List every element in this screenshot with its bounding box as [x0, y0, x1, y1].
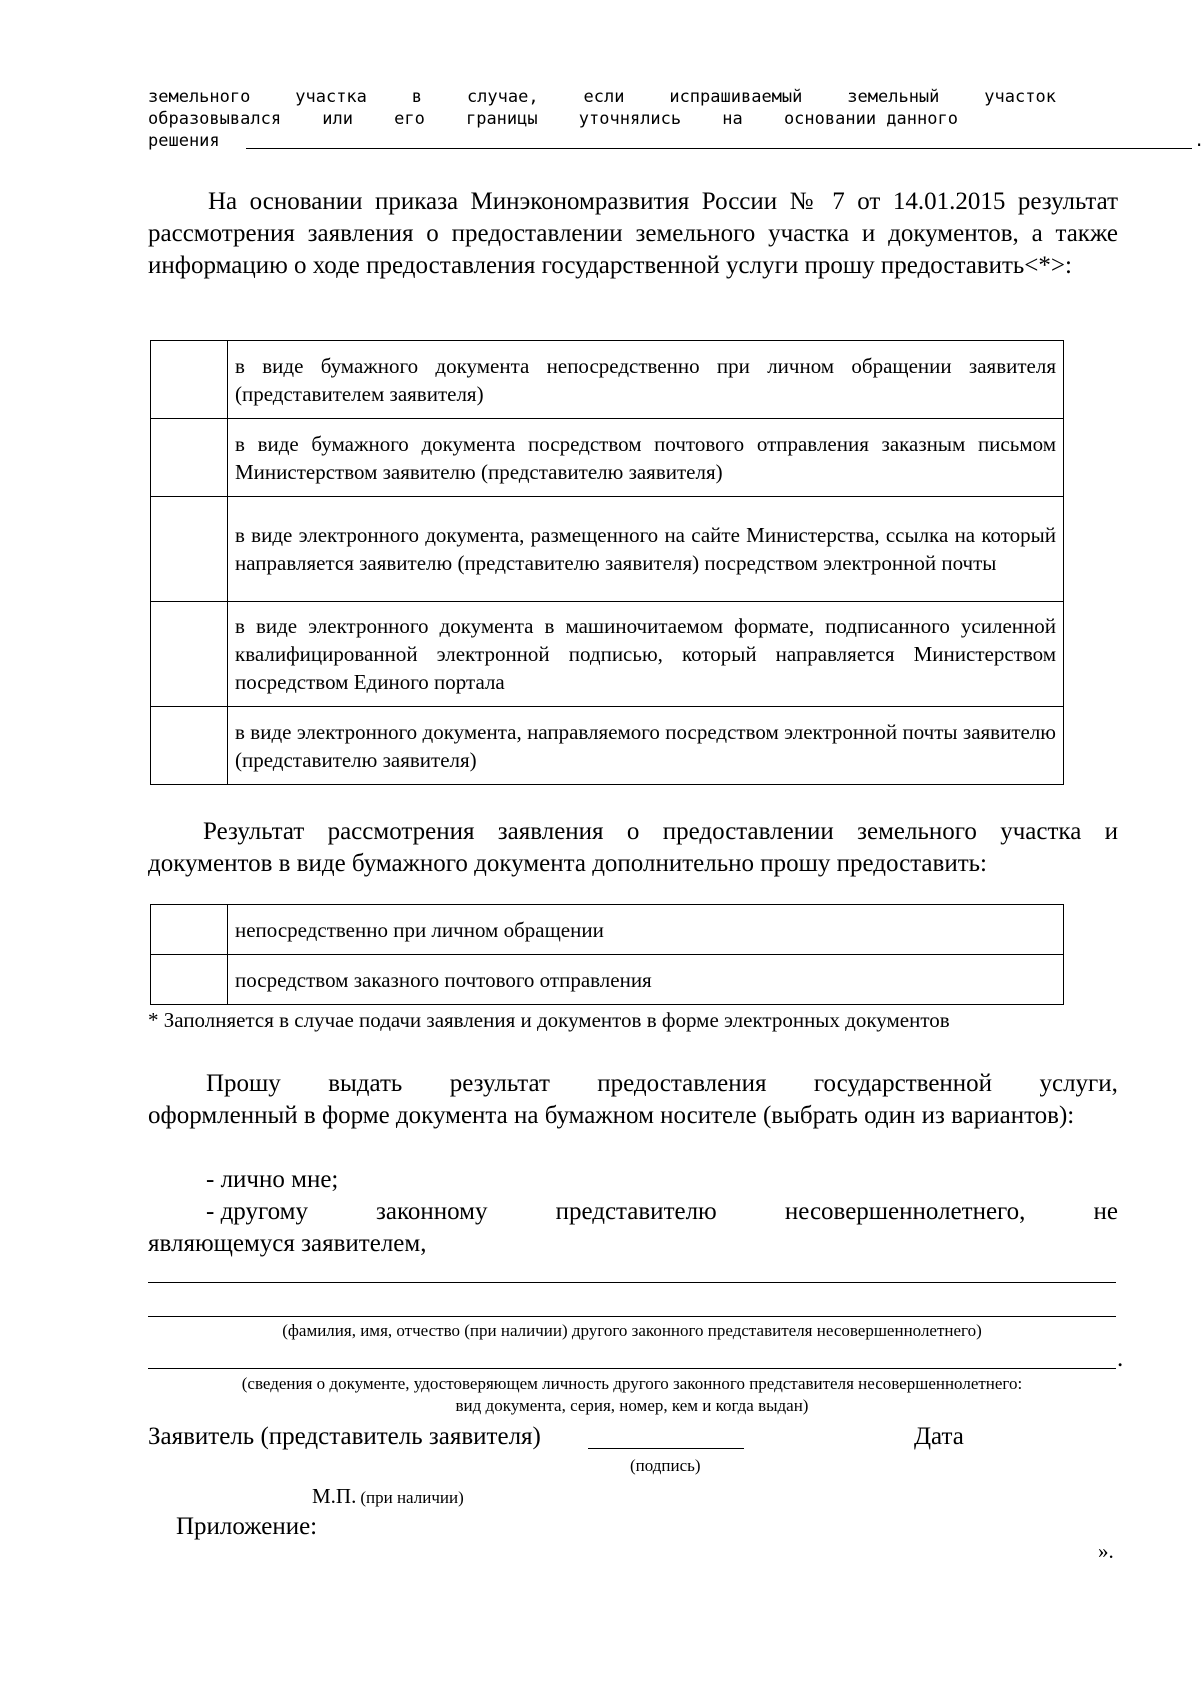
word: если [583, 87, 625, 107]
table-row [151, 419, 1064, 497]
table-row [151, 905, 1064, 955]
word: представителю [555, 1198, 717, 1225]
word: Прошу [206, 1070, 281, 1097]
stamp-label: М.П. [312, 1484, 357, 1508]
top-mono-line-3 [148, 130, 1204, 152]
identity-document-line[interactable] [148, 1352, 1116, 1369]
closing-mark: ». [1098, 1539, 1114, 1563]
table-row [151, 341, 1064, 419]
table-row [151, 707, 1064, 785]
table-row [151, 497, 1064, 602]
top-mono-line-2 [148, 108, 958, 130]
stamp-row [312, 1483, 464, 1511]
word: границы [465, 109, 538, 129]
word: услуги, [1039, 1070, 1118, 1097]
option-other-line-1 [206, 1196, 1118, 1228]
option-checkbox-cell[interactable] [151, 707, 228, 785]
caption-doc-line-2: вид документа, серия, номер, кем и когда выдан) [455, 1396, 809, 1415]
decision-blank[interactable] [246, 134, 1192, 149]
word: в [411, 87, 423, 107]
date-label: Дата [914, 1423, 964, 1450]
option-checkbox-cell[interactable] [151, 341, 228, 419]
issue-paragraph-rest: оформленный в форме документа на бумажном носителе (выбрать один из вариантов): [148, 1102, 1075, 1129]
representative-name-line-2[interactable] [148, 1300, 1116, 1317]
delivery-options-table [150, 340, 1064, 785]
option-checkbox-cell[interactable] [151, 955, 228, 1005]
word: испрашиваемый [669, 87, 803, 107]
option-text: в виде бумажного документа непосредственно при личном обращении заявителя (представителем заявителя) [228, 341, 1064, 419]
word: или [322, 109, 353, 129]
representative-name-line-1[interactable] [148, 1266, 1116, 1283]
option-other-line-2: являющемуся заявителем, [148, 1230, 427, 1257]
option-text: в виде электронного документа, направляемого посредством электронной почты заявителю (представителю заявителя) [228, 707, 1064, 785]
intro-paragraph: На основании приказа Минэкономразвития России № 7 от 14.01.2015 результат рассмотрения заявления о предоставлении земельного участка и документов, а также информацию о ходе предоставления государственной услуги прошу предоставить<*>: [148, 188, 1118, 279]
word: участок [984, 87, 1056, 107]
word: его [394, 109, 425, 129]
signature-line[interactable] [588, 1428, 744, 1449]
option-checkbox-cell[interactable] [151, 497, 228, 602]
option-text: посредством заказного почтового отправления [228, 955, 1064, 1005]
word: земельного [148, 87, 251, 107]
word: случае, [466, 87, 539, 107]
option-text: в виде электронного документа, размещенного на сайте Министерства, ссылка на который направляется заявителю (представителю заявителя) посредством электронной почты [228, 497, 1064, 602]
word: уточнялись [578, 109, 682, 129]
word: основании данного [783, 109, 958, 129]
option-checkbox-cell[interactable] [151, 602, 228, 707]
word: выдать [328, 1070, 403, 1097]
option-checkbox-cell[interactable] [151, 905, 228, 955]
table-row [151, 955, 1064, 1005]
option-text: непосредственно при личном обращении [228, 905, 1064, 955]
word: результат [449, 1070, 550, 1097]
word: земельный [847, 87, 940, 107]
paper-options-table [150, 904, 1064, 1005]
option-text: в виде бумажного документа посредством почтового отправления заказным письмом Министерством заявителю (представителю заявителя) [228, 419, 1064, 497]
word: законному [376, 1198, 488, 1225]
applicant-label: Заявитель (представитель заявителя) [148, 1423, 541, 1450]
attachment-label: Приложение: [176, 1513, 318, 1540]
decision-label: решения [148, 131, 220, 151]
caption-doc-line-1: (сведения о документе, удостоверяющем личность другого законного представителя несовершеннолетнего: [241, 1374, 1023, 1393]
table-row [151, 602, 1064, 707]
paper-paragraph: Результат рассмотрения заявления о предоставлении земельного участка и документов в виде бумажного документа дополнительно прошу предоставить: [148, 818, 1118, 877]
word: участка [295, 87, 367, 107]
stamp-note: (при наличии) [360, 1488, 464, 1507]
word: несовершеннолетнего, [784, 1198, 1026, 1225]
word: - другому [206, 1198, 308, 1225]
word: образовывался [148, 109, 282, 129]
option-checkbox-cell[interactable] [151, 419, 228, 497]
word: государственной [813, 1070, 993, 1097]
option-personal: - лично мне; [206, 1166, 339, 1193]
word: предоставления [597, 1070, 767, 1097]
option-text: в виде электронного документа в машиночитаемом формате, подписанного усиленной квалифицированной электронной подписью, который направляется Министерством посредством Единого портала [228, 602, 1064, 707]
word: на [722, 109, 743, 129]
caption-name: (фамилия, имя, отчество (при наличии) другого законного представителя несовершеннолетнего) [282, 1321, 982, 1340]
identity-document-end-dot: . [1117, 1345, 1124, 1372]
word: не [1093, 1198, 1118, 1225]
decision-end-dot: . [1194, 131, 1204, 151]
issue-paragraph-line-1 [206, 1068, 1118, 1100]
footnote: * Заполняется в случае подачи заявления и документов в форме электронных документов [148, 1008, 950, 1032]
signature-caption: (подпись) [630, 1456, 701, 1475]
top-mono-line-1 [148, 86, 1056, 108]
